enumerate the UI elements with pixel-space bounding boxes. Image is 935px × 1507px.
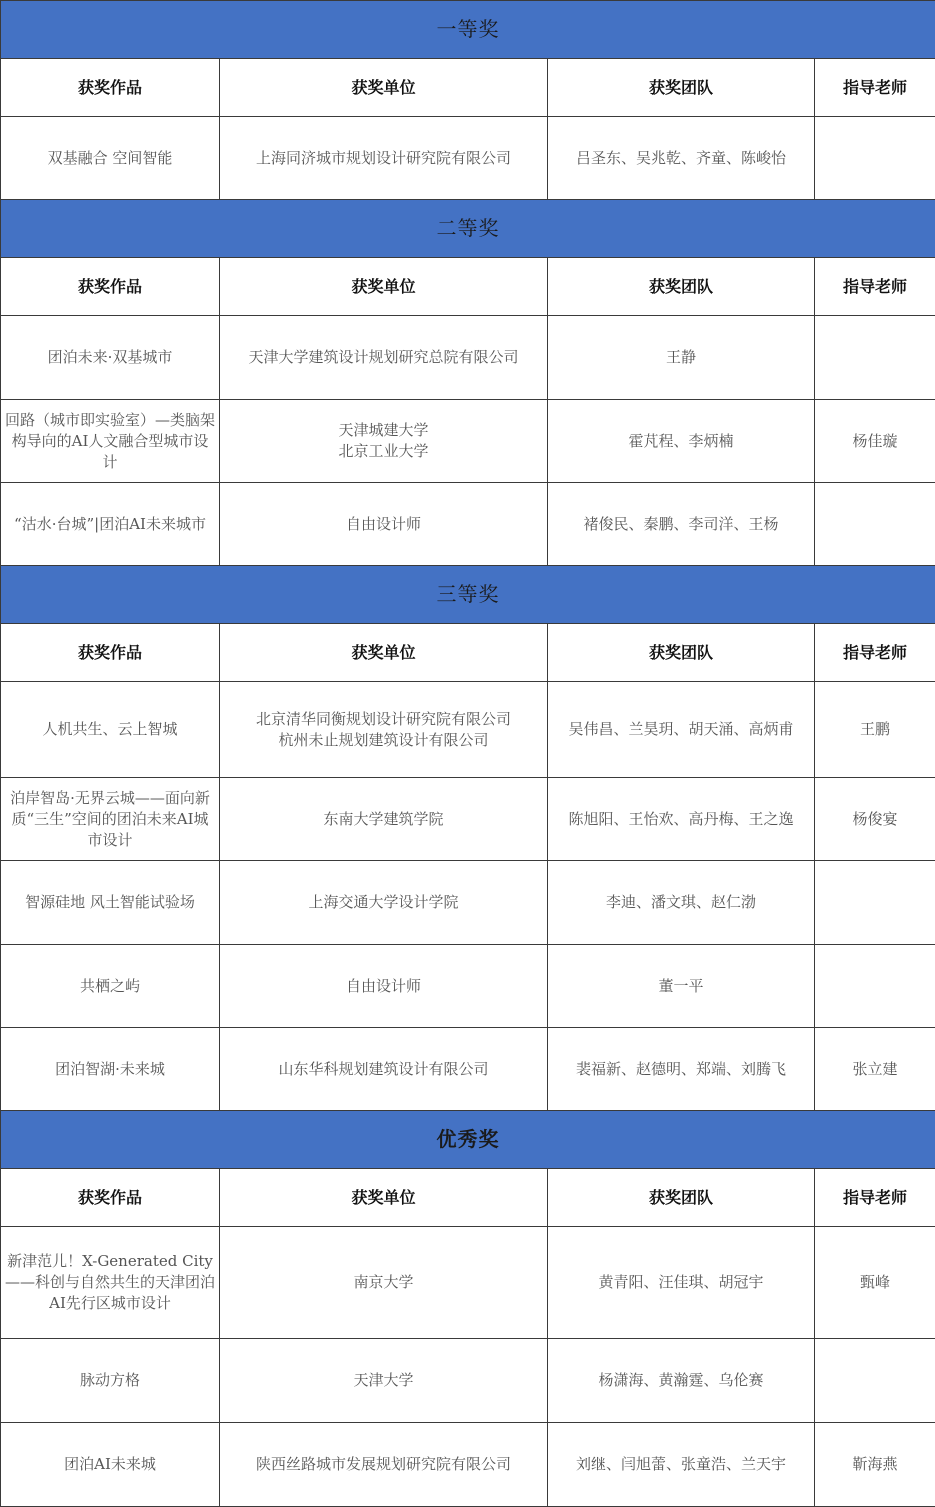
work-cell: 人机共生、云上智城: [1, 682, 220, 778]
header-work: 获奖作品: [1, 624, 220, 682]
work-cell: 智源硅地 风土智能试验场: [1, 861, 220, 945]
teacher-cell: [815, 945, 935, 1028]
section-title-row: [1, 1111, 935, 1169]
work-cell: 团泊AI未来城: [1, 1423, 220, 1507]
header-teacher: 指导老师: [815, 624, 935, 682]
work-cell: 泊岸智岛·无界云城——面向新质“三生”空间的团泊未来AI城市设计: [1, 778, 220, 861]
work-cell: 脉动方格: [1, 1339, 220, 1423]
work-cell: 双基融合 空间智能: [1, 117, 220, 200]
header-teacher: 指导老师: [815, 1169, 935, 1227]
awards-table-body: [1, 1, 935, 1507]
team-cell: 吴伟昌、兰昊玥、胡天涌、高炳甫: [548, 682, 815, 778]
teacher-cell: 张立建: [815, 1028, 935, 1111]
work-cell: 团泊未来·双基城市: [1, 316, 220, 400]
header-unit: 获奖单位: [220, 59, 548, 117]
section-title: 二等奖: [1, 200, 935, 258]
table-row: [1, 682, 935, 778]
header-teacher: 指导老师: [815, 258, 935, 316]
table-row: [1, 400, 935, 483]
header-unit: 获奖单位: [220, 624, 548, 682]
teacher-cell: 甄峰: [815, 1227, 935, 1339]
section-title: 一等奖: [1, 1, 935, 59]
teacher-cell: 王鹏: [815, 682, 935, 778]
team-cell: 吕圣东、吴兆乾、齐童、陈峻怡: [548, 117, 815, 200]
unit-cell: 陕西丝路城市发展规划研究院有限公司: [220, 1423, 548, 1507]
header-row: [1, 624, 935, 682]
teacher-cell: [815, 483, 935, 566]
team-cell: 杨潇海、黄瀚霆、乌伦赛: [548, 1339, 815, 1423]
unit-cell: 天津大学: [220, 1339, 548, 1423]
team-cell: 董一平: [548, 945, 815, 1028]
teacher-cell: [815, 117, 935, 200]
table-row: [1, 1028, 935, 1111]
teacher-cell: 杨俊宴: [815, 778, 935, 861]
teacher-cell: [815, 316, 935, 400]
table-row: [1, 316, 935, 400]
table-row: [1, 945, 935, 1028]
header-unit: 获奖单位: [220, 1169, 548, 1227]
unit-cell: 北京清华同衡规划设计研究院有限公司 杭州未止规划建筑设计有限公司: [220, 682, 548, 778]
table-row: [1, 1339, 935, 1423]
work-cell: 团泊智湖·未来城: [1, 1028, 220, 1111]
header-work: 获奖作品: [1, 1169, 220, 1227]
unit-cell: 天津城建大学 北京工业大学: [220, 400, 548, 483]
header-team: 获奖团队: [548, 59, 815, 117]
team-cell: 李迪、潘文琪、赵仁渤: [548, 861, 815, 945]
section-title: 优秀奖: [1, 1111, 935, 1169]
unit-cell: 天津大学建筑设计规划研究总院有限公司: [220, 316, 548, 400]
teacher-cell: [815, 861, 935, 945]
team-cell: 霍芃程、李炳楠: [548, 400, 815, 483]
table-row: [1, 861, 935, 945]
header-team: 获奖团队: [548, 624, 815, 682]
team-cell: 裴福新、赵德明、郑端、刘腾飞: [548, 1028, 815, 1111]
table-row: [1, 1423, 935, 1507]
section-title-row: [1, 200, 935, 258]
table-row: [1, 1227, 935, 1339]
team-cell: 黄青阳、汪佳琪、胡冠宇: [548, 1227, 815, 1339]
table-row: [1, 483, 935, 566]
table-row: [1, 778, 935, 861]
teacher-cell: 靳海燕: [815, 1423, 935, 1507]
teacher-cell: 杨佳璇: [815, 400, 935, 483]
table-row: [1, 117, 935, 200]
header-row: [1, 258, 935, 316]
work-cell: 新津范儿！X-Generated City ——科创与自然共生的天津团泊AI先行区城市设计: [1, 1227, 220, 1339]
header-work: 获奖作品: [1, 258, 220, 316]
section-title-row: [1, 1, 935, 59]
section-title: 三等奖: [1, 566, 935, 624]
unit-cell: 山东华科规划建筑设计有限公司: [220, 1028, 548, 1111]
unit-cell: 自由设计师: [220, 483, 548, 566]
header-work: 获奖作品: [1, 59, 220, 117]
header-row: [1, 59, 935, 117]
section-title-row: [1, 566, 935, 624]
work-cell: 共栖之屿: [1, 945, 220, 1028]
work-cell: “沽水·台城”|团泊AI未来城市: [1, 483, 220, 566]
header-team: 获奖团队: [548, 258, 815, 316]
teacher-cell: [815, 1339, 935, 1423]
header-teacher: 指导老师: [815, 59, 935, 117]
team-cell: 褚俊民、秦鹏、李司洋、王杨: [548, 483, 815, 566]
unit-cell: 东南大学建筑学院: [220, 778, 548, 861]
team-cell: 陈旭阳、王怡欢、高丹梅、王之逸: [548, 778, 815, 861]
header-team: 获奖团队: [548, 1169, 815, 1227]
unit-cell: 上海交通大学设计学院: [220, 861, 548, 945]
unit-cell: 上海同济城市规划设计研究院有限公司: [220, 117, 548, 200]
unit-cell: 南京大学: [220, 1227, 548, 1339]
team-cell: 王静: [548, 316, 815, 400]
work-cell: 回路（城市即实验室）—类脑架构导向的AI人文融合型城市设计: [1, 400, 220, 483]
header-unit: 获奖单位: [220, 258, 548, 316]
team-cell: 刘继、闫旭蕾、张童浩、兰天宇: [548, 1423, 815, 1507]
header-row: [1, 1169, 935, 1227]
unit-cell: 自由设计师: [220, 945, 548, 1028]
